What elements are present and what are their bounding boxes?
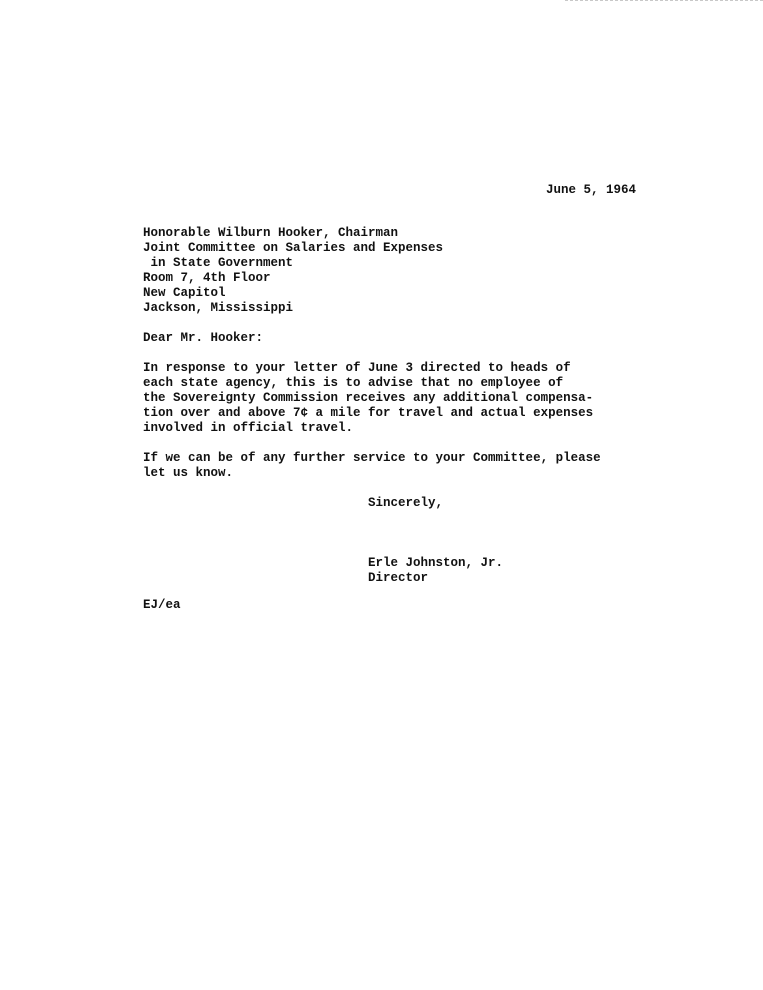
address-line-6: Jackson, Mississippi <box>143 301 294 315</box>
reference-initials: EJ/ea <box>143 598 181 612</box>
address-line-2: Joint Committee on Salaries and Expenses <box>143 241 444 255</box>
address-line-4: Room 7, 4th Floor <box>143 271 271 285</box>
salutation: Dear Mr. Hooker: <box>143 331 264 345</box>
scan-edge-mark <box>565 0 763 3</box>
letter-date: June 5, 1964 <box>546 183 637 197</box>
paragraph1-line-5: involved in official travel. <box>143 421 354 435</box>
paragraph1-line-3: the Sovereignty Commission receives any additional compensa- <box>143 391 594 405</box>
paragraph1-line-4: tion over and above 7¢ a mile for travel and actual expenses <box>143 406 594 420</box>
paragraph1-line-2: each state agency, this is to advise that no employee of <box>143 376 564 390</box>
paragraph2-line-2: let us know. <box>143 466 234 480</box>
address-line-1: Honorable Wilburn Hooker, Chairman <box>143 226 399 240</box>
closing: Sincerely, <box>368 496 444 510</box>
address-line-5: New Capitol <box>143 286 226 300</box>
paragraph2-line-1: If we can be of any further service to your Committee, please <box>143 451 601 465</box>
address-line-3: in State Government <box>143 256 294 270</box>
paragraph1-line-1: In response to your letter of June 3 directed to heads of <box>143 361 571 375</box>
signer-name: Erle Johnston, Jr. <box>368 556 504 570</box>
signer-title: Director <box>368 571 429 585</box>
